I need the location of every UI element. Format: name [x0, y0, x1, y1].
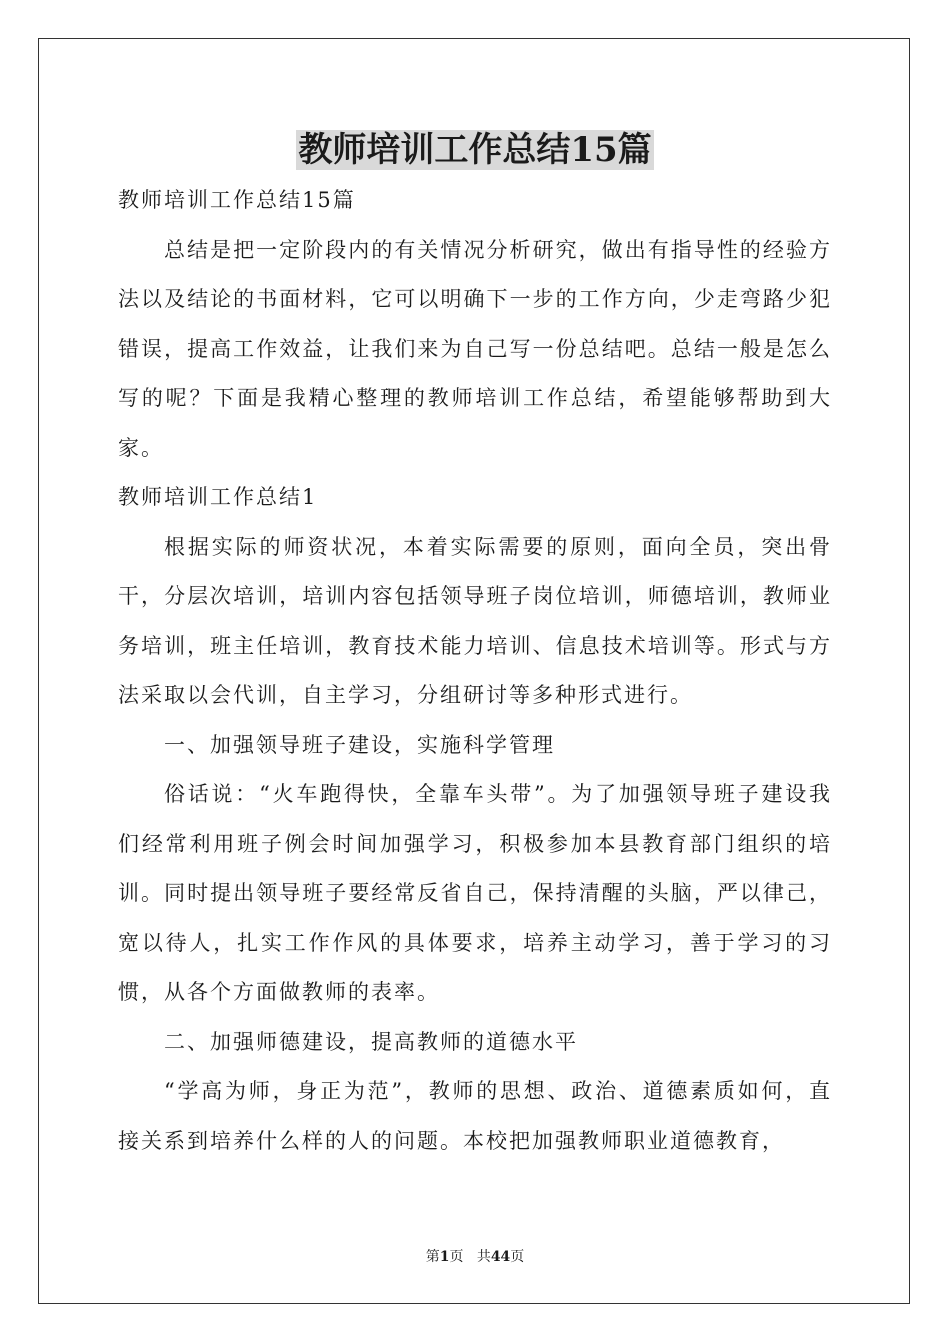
page-number: 1	[439, 1249, 450, 1265]
paragraph: 根据实际的师资状况，本着实际需要的原则，面向全员，突出骨干，分层次培训，培训内容包括领导班子岗位培训，师德培训，教师业务培训，班主任培训，教育技术能力培训、信息技术培训等。形式与方法采取以会代训，自主学习，分组研讨等多种形式进行。	[118, 534, 832, 707]
total-prefix: 共	[476, 1249, 491, 1265]
paragraph: 总结是把一定阶段内的有关情况分析研究，做出有指导性的经验方法以及结论的书面材料，它可以明确下一步的工作方向，少走弯路少犯错误，提高工作效益，让我们来为自己写一份总结吧。总结一般是怎么写的呢？下面是我精心整理的教师培训工作总结，希望能够帮助到大家。	[118, 237, 832, 460]
document-title	[0, 128, 950, 172]
paragraph: “学高为师，身正为范”，教师的思想、政治、道德素质如何，直接关系到培养什么样的人的问题。本校把加强教师职业道德教育，	[118, 1079, 832, 1153]
page-footer	[0, 1247, 950, 1267]
page-prefix: 第	[425, 1249, 440, 1265]
subsection-heading: 二、加强师德建设，提高教师的道德水平	[164, 1029, 578, 1054]
document-title-text: 教师培训工作总结15篇	[298, 130, 652, 170]
total-suffix: 页	[510, 1249, 525, 1265]
paragraph: 俗话说：“火车跑得快，全靠车头带”。为了加强领导班子建设我们经常利用班子例会时间加强学习，积极参加本县教育部门组织的培训。同时提出领导班子要经常反省自己，保持清醒的头脑，严以律己，宽以待人，扎实工作作风的具体要求，培养主动学习，善于学习的习惯，从各个方面做教师的表率。	[118, 782, 832, 1004]
paragraph: 教师培训工作总结15篇	[118, 188, 356, 212]
document-body	[118, 176, 832, 1166]
total-pages: 44	[490, 1249, 511, 1265]
section-heading: 教师培训工作总结1	[118, 485, 318, 509]
page-suffix: 页	[449, 1249, 464, 1265]
subsection-heading: 一、加强领导班子建设，实施科学管理	[164, 732, 555, 757]
